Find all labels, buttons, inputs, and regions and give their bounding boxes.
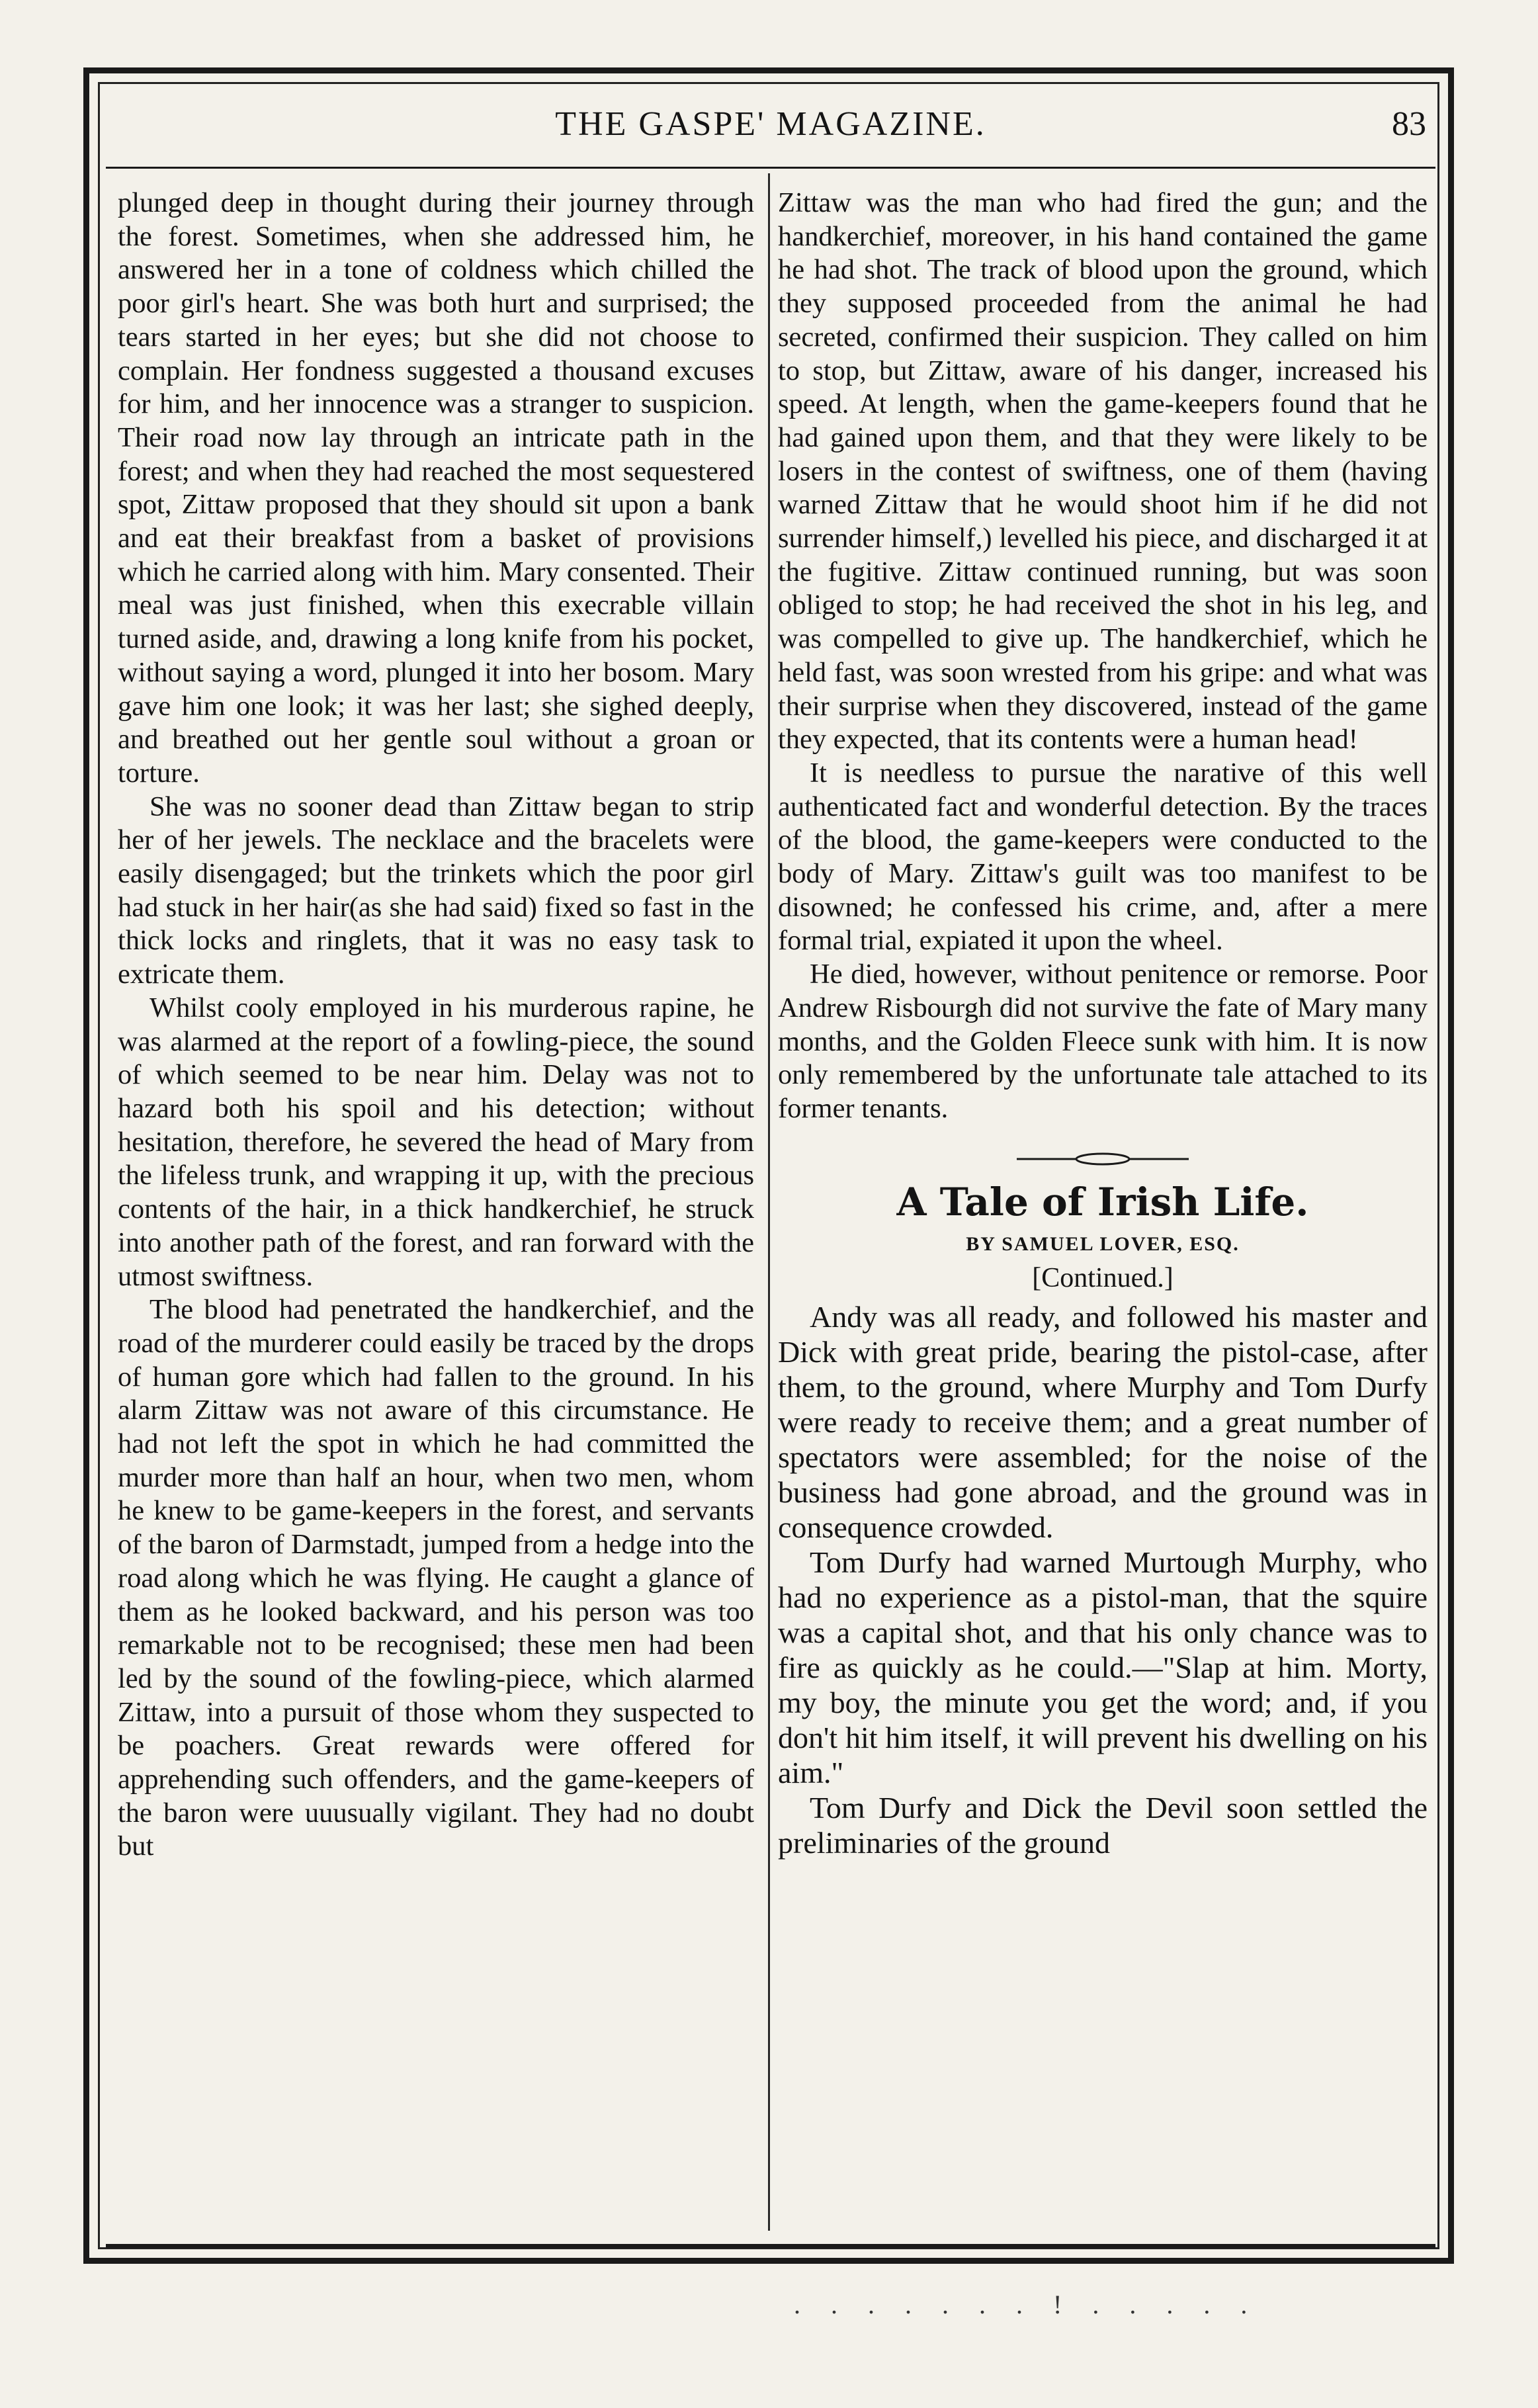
header-rule — [106, 167, 1435, 169]
paragraph: Tom Durfy had warned Murtough Murphy, who had no experience as a pistol-man, that the squire was a capital shot, and that his only chance was to fire as quickly as he could.—"Slap at him. Morty, my boy, the minute you get the word; and, if you don't hit him itself, it will prevent his dwelling on his aim." — [778, 1545, 1428, 1789]
paragraph: It is needless to pursue the narative of this well authenticated fact and wonderful detection. By the traces of the blood, the game-keepers were conducted to the body of Mary. Zittaw's guilt was too manifest to be disowned; he confessed his crime, and, after a mere formal trial, expiated it upon the wheel. — [778, 757, 1428, 957]
story-title: A Tale of Irish Life. — [896, 1179, 1309, 1225]
footer-marks: . . . . . . . ! . . . . . — [794, 2290, 1260, 2319]
paragraph: Tom Durfy and Dick the Devil soon settled the preliminaries of the ground — [778, 1790, 1428, 1860]
page-number: 83 — [1392, 105, 1426, 143]
paragraph: She was no sooner dead than Zittaw began to strip her of her jewels. The necklace and the bracelets were easily disengaged; but the trinkets which the poor girl had stuck in her hair(as she had said) fixed so fast in the thick locks and ringlets, that it was no easy task to extricate them. — [118, 791, 754, 990]
bottom-rule — [106, 2244, 1435, 2248]
section-ornament — [1017, 1151, 1189, 1167]
paragraph: He died, however, without penitence or remorse. Poor Andrew Risbourgh did not survive the fate of Mary many months, and the Golden Fleece sunk with him. It is now only remembered by the unfortunate tale attached to its former tenants. — [778, 959, 1428, 1124]
page-header — [106, 93, 1435, 152]
story-body — [778, 1299, 1428, 1860]
running-title: THE GASPE' MAGAZINE. — [555, 105, 986, 143]
story-byline: BY SAMUEL LOVER, ESQ. — [966, 1232, 1240, 1255]
paragraph: Andy was all ready, and followed his master and Dick with great pride, bearing the pistol-case, after them, to the ground, where Murphy and Tom Durfy were ready to receive them; and a great number of spectators were assembled; for the noise of the business had gone abroad, and the ground was in consequence crowded. — [778, 1299, 1428, 1544]
paragraph: plunged deep in thought during their journey through the forest. Sometimes, when she addressed him, he answered her in a tone of coldness which chilled the poor girl's heart. She was both hurt and surprised; the tears started in her eyes; but she did not choose to complain. Her fondness suggested a thousand excuses for him, and her innocence was a stranger to suspicion. Their road now lay through an intricate path in the forest; and when they had reached the most sequestered spot, Zittaw proposed that they should sit upon a bank and eat their breakfast from a basket of provisions which he carried along with him. Mary consented. Their meal was just finished, when this execrable villain turned aside, and, drawing a long knife from his pocket, without saying a word, plunged it into her bosom. Mary gave him one look; it was her last; she sighed deeply, and breathed out her gentle soul without a groan or torture. — [118, 187, 754, 789]
paragraph: The blood had penetrated the handkerchief, and the road of the murderer could easily be traced by the drops of human gore which had fallen to the ground. In his alarm Zittaw was not aware of this circumstance. He had not left the spot in which he had committed the murder more than half an hour, when two men, whom he knew to be game-keepers in the forest, and servants of the baron of Darmstadt, jumped from a hedge into the road along which he was flying. He caught a glance of them as he looked backward, and his person was too remarkable not to be recognised; these men had been led by the sound of the fowling-piece, which alarmed Zittaw, into a pursuit of those whom they suspected to be poachers. Great rewards were offered for apprehending such offenders, and the game-keepers of the baron were uuusually vigilant. They had no doubt but — [118, 1294, 754, 1862]
right-column — [778, 187, 1428, 1860]
paragraph: Whilst cooly employed in his murderous rapine, he was alarmed at the report of a fowling-piece, the sound of which seemed to be near him. Delay was not to hazard both his spoil and his detection; without hesitation, therefore, he severed the head of Mary from the lifeless trunk, and wrapping it up, with the precious contents of the hair, in a thick handkerchief, he struck into another path of the forest, and ran forward with the utmost swiftness. — [118, 992, 754, 1292]
continued-note: [Continued.] — [1032, 1262, 1174, 1293]
paragraph: Zittaw was the man who had fired the gun; and the handkerchief, moreover, in his hand contained the game he had shot. The track of blood upon the ground, which they supposed proceeded from the animal he had secreted, confirmed their suspicion. They called on him to stop, but Zittaw, aware of his danger, increased his speed. At length, when the game-keepers found that he had gained upon them, and that they were likely to be losers in the contest of swiftness, one of them (having warned Zittaw that he would shoot him if he did not surrender himself,) levelled his piece, and discharged it at the fugitive. Zittaw continued running, but was soon obliged to stop; he had received the shot in his leg, and was compelled to give up. The handkerchief, which he held fast, was soon wrested from his gripe: and what was their surprise when they discovered, instead of the game they expected, that its contents were a human head! — [778, 187, 1428, 755]
column-divider — [768, 173, 770, 2231]
left-column — [118, 187, 754, 1864]
